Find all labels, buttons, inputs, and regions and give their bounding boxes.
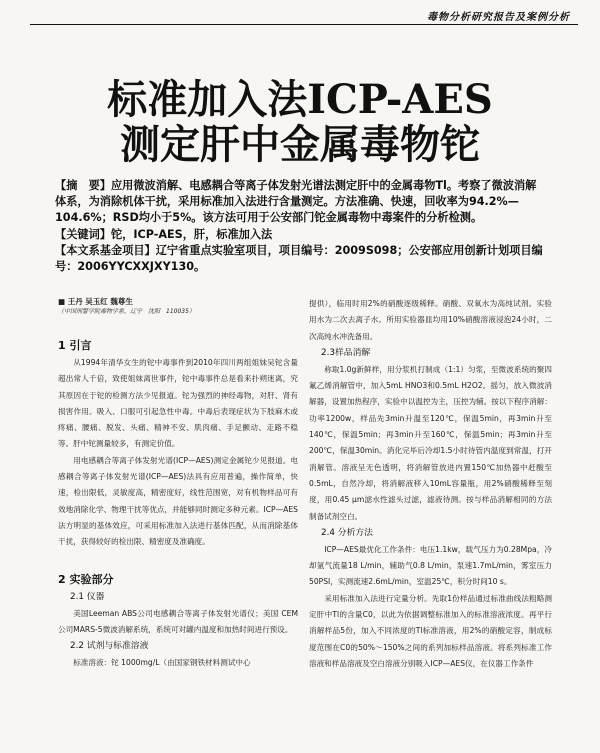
abstract-label: 【摘 要】	[55, 179, 111, 192]
section-2-4-paragraph-2: 采用标准加入法进行定量分析。先取1份样品通过标准曲线法粗略测定肝中Tl的含量C0，以此为依据调整标准加入的标准溶液浓度。再平行消解样品5份，加入不同浓度的Tl标准溶液，用2%的硝酸定容，制成标度范围在C0的50%～150%之间的系列加标样品溶液。将系列标准工作溶液和样品溶液及空白溶液分别吸入ICP—AES仪，在仪器工作条件	[309, 593, 552, 668]
section-2-4-paragraph-1: ICP—AES最优化工作条件：电压1.1kw，载气压力为0.28Mpa，冷却氩气流量18 L/min，辅助气0.8 L/min，泵速1.7mL/min，雾室压力50PSI，实测流速2.6mL/min，室温25℃，积分时间10 s。	[309, 544, 552, 587]
keywords-text: 铊，ICP-AES，肝，标准加入法	[110, 228, 273, 241]
section-2-2-paragraph: 标准溶液：铊 1000mg/L（由国家钢铁材料测试中心	[73, 658, 251, 668]
abstract	[55, 178, 545, 227]
section-2-3-heading: 2.3样品消解	[321, 347, 371, 358]
running-head: 毒物分析研究报告及案例分析	[427, 12, 570, 23]
section-2-1-paragraph: 美国Leeman ABS公司电感耦合等离子体发射光谱仪；美国 CEM 公司MARS-5微波消解系统，系统可对罐内温度和加热时间进行预设。	[58, 608, 298, 634]
keywords	[55, 227, 545, 243]
fund-text: 辽宁省重点实验室项目，项目编号：2009S098；公安部应用创新计划项目编号：2006YYCXXJXY130。	[55, 244, 543, 274]
fund-project	[55, 243, 545, 275]
section-2-2-continued: 提供），临用时用2%的硝酸逐级稀释。硝酸、双氧水为高纯试剂。实验用水为二次去离子水。所用实验器皿均用10%硝酸溶液浸泡24小时，二次高纯水冲洗备用。	[309, 299, 552, 341]
section-2-2-heading: 2.2 试剂与标准溶液	[70, 641, 149, 652]
header-rule	[30, 24, 578, 25]
right-column	[309, 296, 552, 672]
article-title-line-2: 测定肝中金属毒物铊	[120, 121, 480, 168]
section-1-paragraph-2: 用电感耦合等离子体发射光谱(ICP—AES)测定金属铊少见报道。电感耦合等离子体发射光谱(ICP—AES)法具有应用普遍，操作简单，快速，检出限低，灵敏度高，精密度好，线性范围宽，对有机物样品可有效地消除化学、物理干扰等优点，并能够同时测定多种元素。ICP—AES法方明显的基体效应，可采用标准加入法进行基体匹配，从而消除基体干扰，获得较好的检出限、精密度及准确度。	[58, 455, 298, 547]
fund-label: 【本文系基金项目】	[55, 244, 156, 257]
author-affiliation: （中国刑警学院毒物学系，辽宁 沈阳 110035）	[58, 308, 195, 315]
keywords-label: 【关键词】	[55, 228, 111, 241]
section-2-4-heading: 2.4 分析方法	[321, 527, 373, 538]
article-title-line-1: 标准加入法ICP-AES	[107, 76, 493, 123]
section-2-3-paragraph: 称取1.0g新鲜样，用分浆机打制成（1:1）匀浆，至微波系统的聚四氟乙烯消解管中，加入5mL HNO3和0.5mL H2O2。摇匀，放入微波消解器，设置加热程序，实验中以温控为主，压控为辅。按以下程序消解：功率1200w，样品先3min升温至120℃，保温5min，再3min升至140℃，保温5min；再3min升至160℃，保温5min；再3min升至200℃，保温30min。消化完毕后冷却1.5小时待管内温度到常温，打开消解管。溶液呈无色透明，将消解管放进内置150℃加热器中赶酸至0.5mL，自然冷却，将消解液移入10mL容量瓶，用2%硝酸稀释至刻度，用0.45 μm滤水性滤头过滤，滤液待测。按与样品消解相同的方法制备试剂空白。	[309, 364, 552, 521]
abstract-text: 应用微波消解、电感耦合等离子体发射光谱法测定肝中的金属毒物Tl。考察了微波消解体系，为消除机体干扰，采用标准加入法进行含量测定。方法准确、快速，回收率为94.2%—104.6%；RSD均小于5%。该方法可用于公安部门铊金属毒物中毒案件的分析检测。	[55, 179, 537, 225]
section-1-paragraph-1: 从1994年清华女生的铊中毒事件到2010年四川两组姐妹吴铊含量超出常人千倍，致使姐妹离世事件，铊中毒事件总是看来扑朔迷离，究其原因在于铊的检测方法少见报道。铊为强烈的神经毒物，对肝、肾有损害作用。吸入、口服可引起急性中毒。中毒后表现症状为下肢麻木或疼痛、腰痛、脱发、头痛、精神不安、肌肉痛、手足颤动、走路不稳等。肝中铊测量较多，有测定价值。	[58, 358, 298, 449]
section-2-1-heading: 2.1 仪器	[70, 591, 105, 602]
author-names: ■ 王丹 吴玉红 魏尊生	[58, 297, 133, 306]
section-1-heading: 1 引言	[58, 339, 92, 352]
left-column	[58, 296, 298, 671]
section-2-heading: 2 实验部分	[58, 572, 114, 586]
